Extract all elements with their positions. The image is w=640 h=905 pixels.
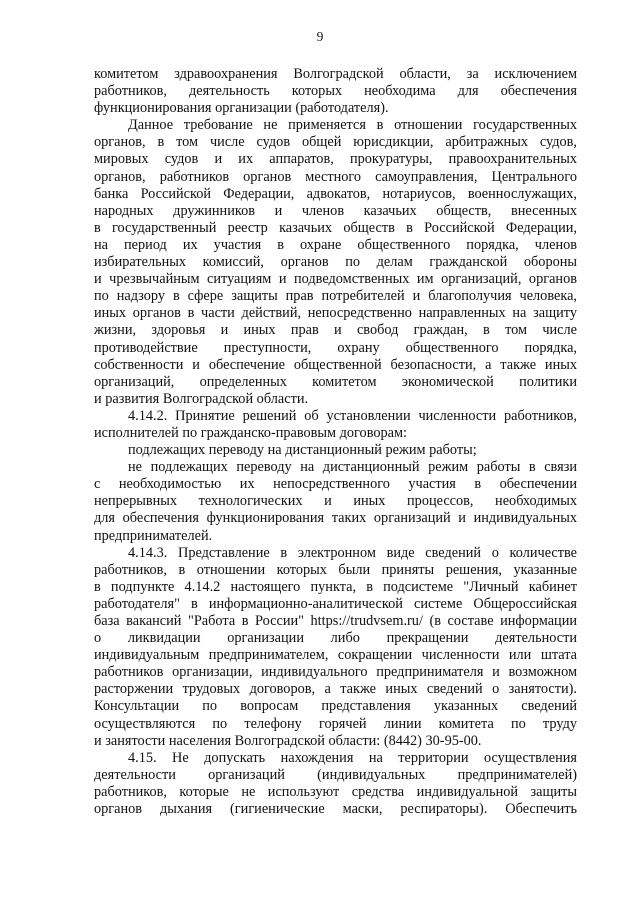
text-line: противодействие преступности, охрану общественного порядка,	[94, 339, 577, 356]
text-line: 4.14.2. Принятие решений об установлении численности работников,	[128, 407, 577, 424]
page-number: 9	[316, 29, 324, 44]
text-line: жизни, здоровья и иных прав и свобод граждан, в том числе	[94, 322, 577, 339]
text-line: на период их участия в охране общественного порядка, членов	[94, 236, 577, 253]
text-line: и занятости населения Волгоградской области: (8442) 30-95-00.	[94, 732, 482, 749]
text-line: работников организации, индивидуального предпринимателя и возможном	[94, 664, 577, 681]
document-body	[94, 66, 577, 818]
text-line: и развития Волгоградской области.	[94, 390, 309, 407]
text-line: народных дружинников и членов казачьих обществ, внесенных	[94, 202, 577, 219]
text-line: предпринимателей.	[94, 527, 213, 544]
text-line: в подпункте 4.14.2 настоящего пункта, в подсистеме "Личный кабинет	[94, 578, 577, 595]
text-line: не подлежащих переводу на дистанционный режим работы в связи	[128, 459, 577, 476]
paragraph	[94, 459, 577, 544]
paragraph	[94, 408, 577, 442]
text-line: о ликвидации организации либо прекращении деятельности	[94, 630, 577, 647]
text-line: Консультации по вопросам представления указанных сведений	[94, 698, 577, 715]
text-line: органов, в том числе судов общей юрисдикции, арбитражных судов,	[94, 134, 577, 151]
text-line: функционирования организации (работодателя).	[94, 100, 389, 117]
text-line: непрерывных технологических и иных процессов, необходимых	[94, 493, 577, 510]
text-line: расторжении трудовых договоров, а также иных сведений о занятости).	[94, 681, 577, 698]
text-line: осуществляются по телефону горячей линии комитета по труду	[94, 715, 577, 732]
paragraph	[94, 442, 577, 459]
text-line: в государственный реестр казачьих обществ в Российской Федерации,	[94, 219, 577, 236]
text-line: организаций, определенных комитетом экономической политики	[94, 373, 577, 390]
text-line: собственности и обеспечение общественной безопасности, а также иных	[94, 356, 577, 373]
text-line: деятельности организаций (индивидуальных предпринимателей)	[94, 766, 577, 783]
text-line: органов дыхания (гигиенические маски, респираторы). Обеспечить	[94, 801, 577, 818]
text-line: исполнителей по гражданско-правовым договорам:	[94, 424, 408, 441]
text-line: подлежащих переводу на дистанционный режим работы;	[128, 442, 477, 459]
text-line: работников, в отношении которых были приняты решения, указанные	[94, 561, 577, 578]
text-line: работников, деятельность которых необходима для обеспечения	[94, 83, 577, 100]
text-line: мировых судов и их аппаратов, прокуратуры, правоохранительных	[94, 151, 577, 168]
text-line: работников, которые не используют средства индивидуальной защиты	[94, 783, 577, 800]
text-line: с необходимостью их непосредственного участия в обеспечении	[94, 476, 577, 493]
text-line: работодателя" в информационно-аналитической системе Общероссийская	[94, 595, 577, 612]
text-line: для обеспечения функционирования таких организаций и индивидуальных	[94, 510, 577, 527]
text-line: по надзору в сфере защиты прав потребителей и благополучия человека,	[94, 288, 577, 305]
text-line: Данное требование не применяется в отношении государственных	[128, 117, 577, 134]
text-line: избирательных комиссий, органов по делам гражданской обороны	[94, 254, 577, 271]
paragraph	[94, 750, 577, 818]
text-line: 4.15. Не допускать нахождения на территории осуществления	[128, 749, 577, 766]
text-line: органов, работников органов местного самоуправления, Центрального	[94, 168, 577, 185]
text-line: база вакансий "Работа в России" https://trudvsem.ru/ (в составе информации	[94, 613, 577, 629]
text-line: индивидуальным предпринимателем, сокращении численности или штата	[94, 647, 577, 664]
text-line: комитетом здравоохранения Волгоградской области, за исключением	[94, 66, 577, 82]
paragraph	[94, 117, 577, 408]
paragraph	[94, 545, 577, 750]
paragraph	[94, 66, 577, 117]
text-line: иных органов в части действий, непосредственно направленных на защиту	[94, 305, 577, 322]
text-line: банка Российской Федерации, адвокатов, нотариусов, военнослужащих,	[94, 185, 577, 202]
text-line: и чрезвычайным ситуациям и подведомственных им организаций, органов	[94, 271, 577, 288]
text-line: 4.14.3. Представление в электронном виде сведений о количестве	[128, 544, 577, 561]
